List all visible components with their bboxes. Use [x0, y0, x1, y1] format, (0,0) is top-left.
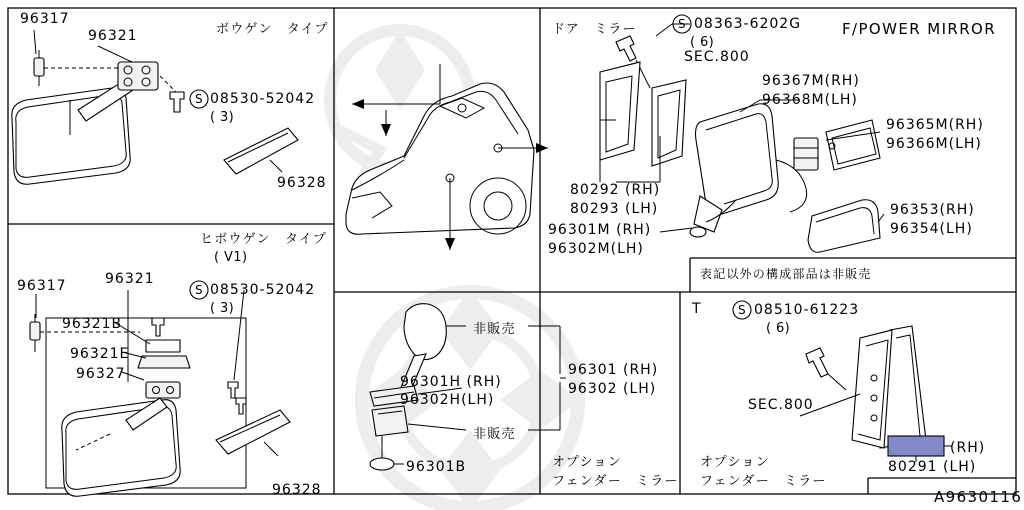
fastener-code-08530-bottom: 08530-52042 [210, 282, 316, 298]
note-not-for-sale-lower: 非販売 [473, 427, 516, 442]
part-number-96301B: 96301B [406, 459, 467, 475]
fastener-code-08530-top: 08530-52042 [210, 91, 316, 107]
part-number-96317-bottom: 96317 [17, 278, 67, 294]
top-left-mirror-assembly [12, 30, 298, 184]
marker-t: T [692, 301, 702, 317]
center-bottom-caption-line2: フェンダー ミラー [552, 474, 679, 489]
part-number-96366M: 96366M(LH) [886, 136, 982, 152]
fastener-badge-08510: S [738, 303, 747, 317]
bottom-left-panel-subtitle: ( V1) [214, 250, 248, 265]
section-ref-800-bottom: SEC.800 [748, 397, 814, 413]
part-number-80292: 80292 (RH) [570, 182, 661, 198]
fastener-badge-bottom: S [195, 283, 204, 297]
part-number-96301M: 96301M (RH) [548, 222, 652, 238]
center-bottom-caption-line1: オプション [552, 455, 622, 470]
fastener-qty-08363: ( 6) [690, 35, 715, 50]
door-mirror-label: ドア ミラー [552, 22, 637, 37]
right-top-note: 表記以外の構成部品は非販売 [700, 267, 872, 281]
part-number-96354: 96354(LH) [890, 221, 973, 237]
part-number-96353: 96353(RH) [890, 202, 975, 218]
part-number-80291: 80291 (LH) [888, 459, 977, 475]
part-number-96317-top: 96317 [20, 11, 70, 27]
part-number-96328-top: 96328 [277, 175, 327, 191]
bottom-left-panel-title: ヒボウゲン タイプ [200, 232, 327, 247]
part-number-96302: 96302 (LH) [568, 381, 657, 397]
fastener-code-08510: 08510-61223 [754, 302, 860, 318]
fastener-code-08363: 08363-6202G [694, 16, 802, 32]
diagram-id-code: A9630116 [934, 488, 1023, 506]
part-number-96321B: 96321B [62, 316, 123, 332]
part-number-96301H: 96301H (RH) [400, 374, 502, 390]
part-side-rh: (RH) [950, 440, 986, 456]
part-number-96367M: 96367M(RH) [762, 73, 860, 89]
fastener-qty-bottom: ( 3) [210, 301, 235, 316]
note-not-for-sale-upper: 非販売 [473, 322, 516, 337]
top-left-panel-title: ボウゲン タイプ [216, 22, 329, 37]
fastener-badge-08363: S [678, 17, 687, 31]
part-number-96328-bottom: 96328 [272, 482, 322, 498]
part-number-96365M: 96365M(RH) [886, 117, 984, 133]
part-number-80293: 80293 (LH) [570, 201, 659, 217]
bottom-left-mirror-assembly [30, 281, 290, 496]
fastener-qty-top: ( 3) [210, 110, 235, 125]
part-number-96301: 96301 (RH) [568, 362, 659, 378]
part-number-96368M: 96368M(LH) [762, 92, 858, 108]
part-number-96302H: 96302H(LH) [400, 392, 495, 408]
section-ref-800-top: SEC.800 [684, 49, 750, 65]
power-mirror-title: F/POWER MIRROR [842, 20, 997, 38]
part-number-96302M: 96302M(LH) [548, 241, 644, 257]
fastener-qty-08510: ( 6) [766, 321, 791, 336]
part-number-96321E: 96321E [70, 346, 130, 362]
fastener-badge-top: S [195, 92, 204, 106]
right-bottom-caption-line2: フェンダー ミラー [700, 474, 827, 489]
highlighted-part-80291[interactable] [888, 436, 944, 456]
right-bottom-caption-line1: オプション [700, 455, 770, 470]
part-number-96327: 96327 [76, 366, 126, 382]
part-number-96321-top: 96321 [88, 28, 138, 44]
part-number-96321-bottom: 96321 [105, 271, 155, 287]
